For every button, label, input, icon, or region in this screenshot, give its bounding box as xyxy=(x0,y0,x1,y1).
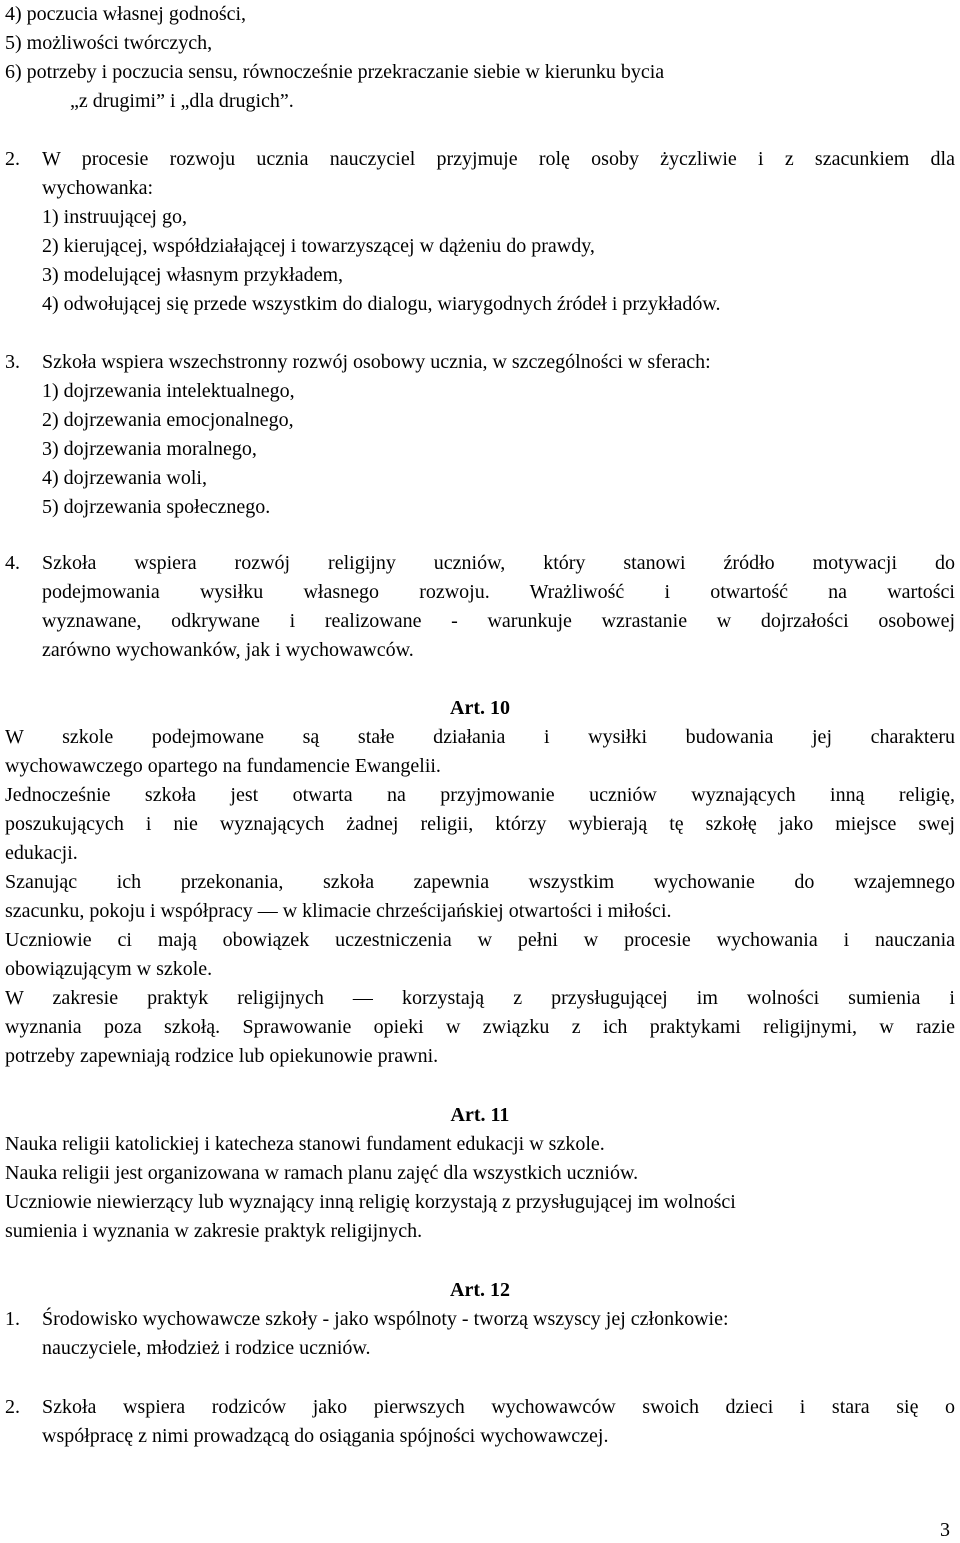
list-item: 5) możliwości twórczych, xyxy=(5,32,213,54)
paragraph-line: Szkoła wspiera rozwój religijny uczniów, który stanowi źródło motywacji do xyxy=(42,552,955,574)
page-number: 3 xyxy=(940,1519,950,1541)
list-item: 2) dojrzewania emocjonalnego, xyxy=(42,409,294,431)
list-item: 4) odwołującej się przede wszystkim do dialogu, wiarygodnych źródeł i przykładów. xyxy=(42,293,721,315)
list-item: 1) instruującej go, xyxy=(42,206,187,228)
paragraph-line: edukacji. xyxy=(5,842,78,864)
paragraph-line: Nauka religii jest organizowana w ramach planu zajęć dla wszystkich uczniów. xyxy=(5,1162,639,1184)
paragraph-line: wychowawczego opartego na fundamencie Ewangelii. xyxy=(5,755,441,777)
list-item: 2) kierującej, współdziałającej i towarzyszącej w dążeniu do prawdy, xyxy=(42,235,595,257)
paragraph-line: współpracę z nimi prowadzącą do osiągania spójności wychowawczej. xyxy=(42,1425,609,1447)
paragraph-line: obowiązującym w szkole. xyxy=(5,958,213,980)
paragraph-line: poszukujących i nie wyznających żadnej religii, którzy wybierają tę szkołę jako miejsce swej xyxy=(5,813,955,835)
list-item-continuation: „z drugimi” i „dla drugich”. xyxy=(70,90,294,112)
article-heading: Art. 10 xyxy=(450,697,510,719)
list-item: 3) dojrzewania moralnego, xyxy=(42,438,257,460)
paragraph-line: Szkoła wspiera wszechstronny rozwój osobowy ucznia, w szczególności w sferach: xyxy=(42,351,711,373)
paragraph-line: Środowisko wychowawcze szkoły - jako wspólnoty - tworzą wszyscy jej członkowie: xyxy=(42,1308,729,1330)
paragraph-line: wychowanka: xyxy=(42,177,154,199)
list-item: 1) dojrzewania intelektualnego, xyxy=(42,380,295,402)
item-number: 2. xyxy=(5,148,20,170)
paragraph-line: Jednocześnie szkoła jest otwarta na przyjmowanie uczniów wyznających inną religię, xyxy=(5,784,955,806)
list-item: 4) poczucia własnej godności, xyxy=(5,3,247,25)
paragraph-line: wyznania poza szkołą. Sprawowanie opieki w związku z ich praktykami religijnymi, w razie xyxy=(5,1016,955,1038)
item-number: 1. xyxy=(5,1308,20,1330)
list-item: 5) dojrzewania społecznego. xyxy=(42,496,271,518)
paragraph-line: sumienia i wyznania w zakresie praktyk religijnych. xyxy=(5,1220,423,1242)
paragraph-line: zarówno wychowanków, jak i wychowawców. xyxy=(42,639,414,661)
paragraph-line: Uczniowie niewierzący lub wyznający inną religię korzystają z przysługującej im wolności xyxy=(5,1191,736,1213)
paragraph-line: Uczniowie ci mają obowiązek uczestniczenia w pełni w procesie wychowania i nauczania xyxy=(5,929,955,951)
paragraph-line: podejmowania wysiłku własnego rozwoju. Wrażliwość i otwartość na wartości xyxy=(42,581,955,603)
article-heading: Art. 11 xyxy=(450,1104,510,1126)
item-number: 3. xyxy=(5,351,20,373)
paragraph-line: szacunku, pokoju i współpracy — w klimacie chrześcijańskiej otwartości i miłości. xyxy=(5,900,672,922)
paragraph-line: Szkoła wspiera rodziców jako pierwszych wychowawców swoich dzieci i stara się o xyxy=(42,1396,955,1418)
paragraph-line: W szkole podejmowane są stałe działania i wysiłki budowania jej charakteru xyxy=(5,726,955,748)
paragraph-line: wyznawane, odkrywane i realizowane - warunkuje wzrastanie w dojrzałości osobowej xyxy=(42,610,955,632)
paragraph-line: W procesie rozwoju ucznia nauczyciel przyjmuje rolę osoby życzliwie i z szacunkiem dla xyxy=(42,148,955,170)
item-number: 2. xyxy=(5,1396,20,1418)
paragraph-line: nauczyciele, młodzież i rodzice uczniów. xyxy=(42,1337,371,1359)
list-item: 6) potrzeby i poczucia sensu, równocześnie przekraczanie siebie w kierunku bycia xyxy=(5,61,665,83)
paragraph-line: Nauka religii katolickiej i katecheza stanowi fundament edukacji w szkole. xyxy=(5,1133,605,1155)
paragraph-line: potrzeby zapewniają rodzice lub opiekunowie prawni. xyxy=(5,1045,439,1067)
item-number: 4. xyxy=(5,552,20,574)
paragraph-line: W zakresie praktyk religijnych — korzystają z przysługującej im wolności sumienia i xyxy=(5,987,955,1009)
list-item: 3) modelującej własnym przykładem, xyxy=(42,264,344,286)
paragraph-line: Szanując ich przekonania, szkoła zapewnia wszystkim wychowanie do wzajemnego xyxy=(5,871,955,893)
article-heading: Art. 12 xyxy=(450,1279,510,1301)
list-item: 4) dojrzewania woli, xyxy=(42,467,207,489)
